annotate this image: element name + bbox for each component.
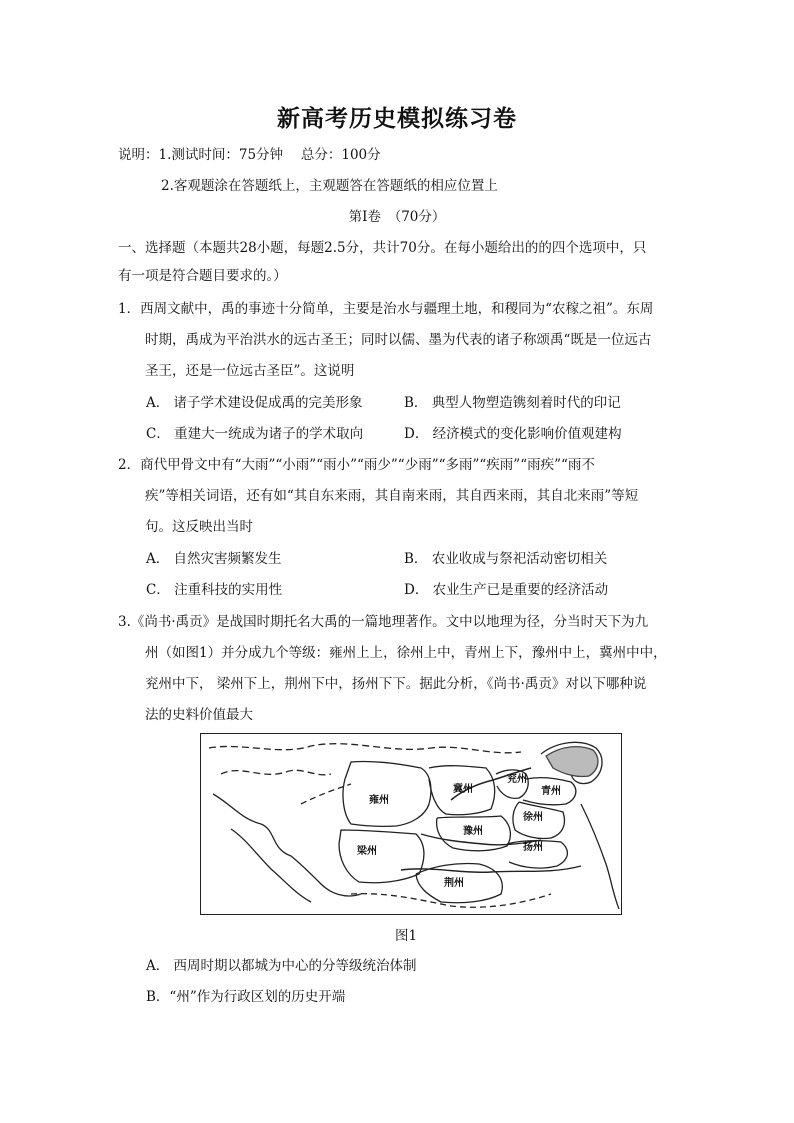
figure-caption: 图1: [394, 928, 418, 944]
part-heading-line-1: 一、选择题（本题共28小题，每题2.5分，共计70分。在每小题给出的的四个选项中，只: [118, 240, 647, 256]
option-d: D． 农业生产已是重要的经济活动: [404, 582, 609, 598]
question-text-line: 州（如图1）并分成九个等级：雍州上上，徐州上中，青州上下，豫州中上，冀州中中，: [145, 645, 667, 661]
question-text-line: 2．商代甲骨文中有“大雨”“小雨”“雨小”“雨少”“少雨”“多雨”“疾雨”“雨疾”“雨不: [118, 457, 595, 473]
option-b: B． 农业收成与祭祀活动密切相关: [404, 551, 608, 567]
question-text-line: 3.《尚书·禹贡》是战国时期托名大禹的一篇地理著作。文中以地理为径，分当时天下为九: [118, 614, 649, 630]
option-d: D． 经济模式的变化影响价值观建构: [404, 426, 622, 442]
option-a: A． 自然灾害频繁发生: [146, 551, 282, 567]
map-label-xuzhou: 徐州: [523, 812, 543, 823]
map-label-jingzhou: 荆州: [444, 878, 464, 889]
map-label-yuzhou: 豫州: [463, 826, 483, 837]
option-b: B． 典型人物塑造镌刻着时代的印记: [404, 395, 621, 411]
map-label-jizhou: 冀州: [453, 784, 473, 795]
map-label-yangzhou: 扬州: [523, 842, 543, 853]
question-text-line: 兖州中下， 梁州下上，荆州下中，扬州下下。据此分析，《尚书·禹贡》对以下哪种说: [145, 676, 647, 692]
option-c: C． 注重科技的实用性: [146, 582, 283, 598]
option-a: A． 西周时期以都城为中心的分等级统治体制: [146, 958, 417, 974]
map-label-liangzhou: 梁州: [357, 846, 377, 857]
question-text-line: 疾”等相关词语，还有如“其自东来雨，其自南来雨，其自西来雨，其自北来雨”等短: [145, 488, 639, 504]
map-drawing: [201, 734, 622, 915]
option-b: B．“州”作为行政区划的历史开端: [146, 989, 346, 1005]
question-text-line: 法的史料价值最大: [145, 707, 253, 723]
question-text-line: 句。这反映出当时: [145, 519, 253, 535]
map-label-yanzhou: 兖州: [507, 774, 527, 785]
page-title: 新高考历史模拟练习卷: [277, 105, 517, 132]
option-c: C． 重建大一统成为诸子的学术取向: [146, 426, 364, 442]
option-a: A． 诸子学术建设促成禹的完美形象: [146, 395, 363, 411]
map-label-qingzhou: 青州: [541, 786, 561, 797]
instructions-line-2: 2.客观题涂在答题纸上，主观题答在答题纸的相应位置上: [161, 178, 498, 194]
part-heading-line-2: 有一项是符合题目要求的。）: [118, 268, 287, 284]
question-text-line: 圣王，还是一位远古圣臣”。这说明: [145, 363, 355, 379]
instructions-line-1: 说明：1.测试时间：75分钟 总分：100分: [118, 147, 381, 163]
map-label-yongzhou: 雍州: [369, 795, 389, 806]
section-heading: 第Ⅰ卷 （70分）: [348, 209, 446, 225]
nine-provinces-map: [200, 733, 622, 915]
question-text-line: 时期，禹成为平治洪水的远古圣王；同时以儒、墨为代表的诸子称颂禹“既是一位远古: [145, 332, 652, 348]
question-text-line: 1．西周文献中，禹的事迹十分简单，主要是治水与疆理土地，和稷同为“农稼之祖”。东周: [118, 301, 654, 317]
